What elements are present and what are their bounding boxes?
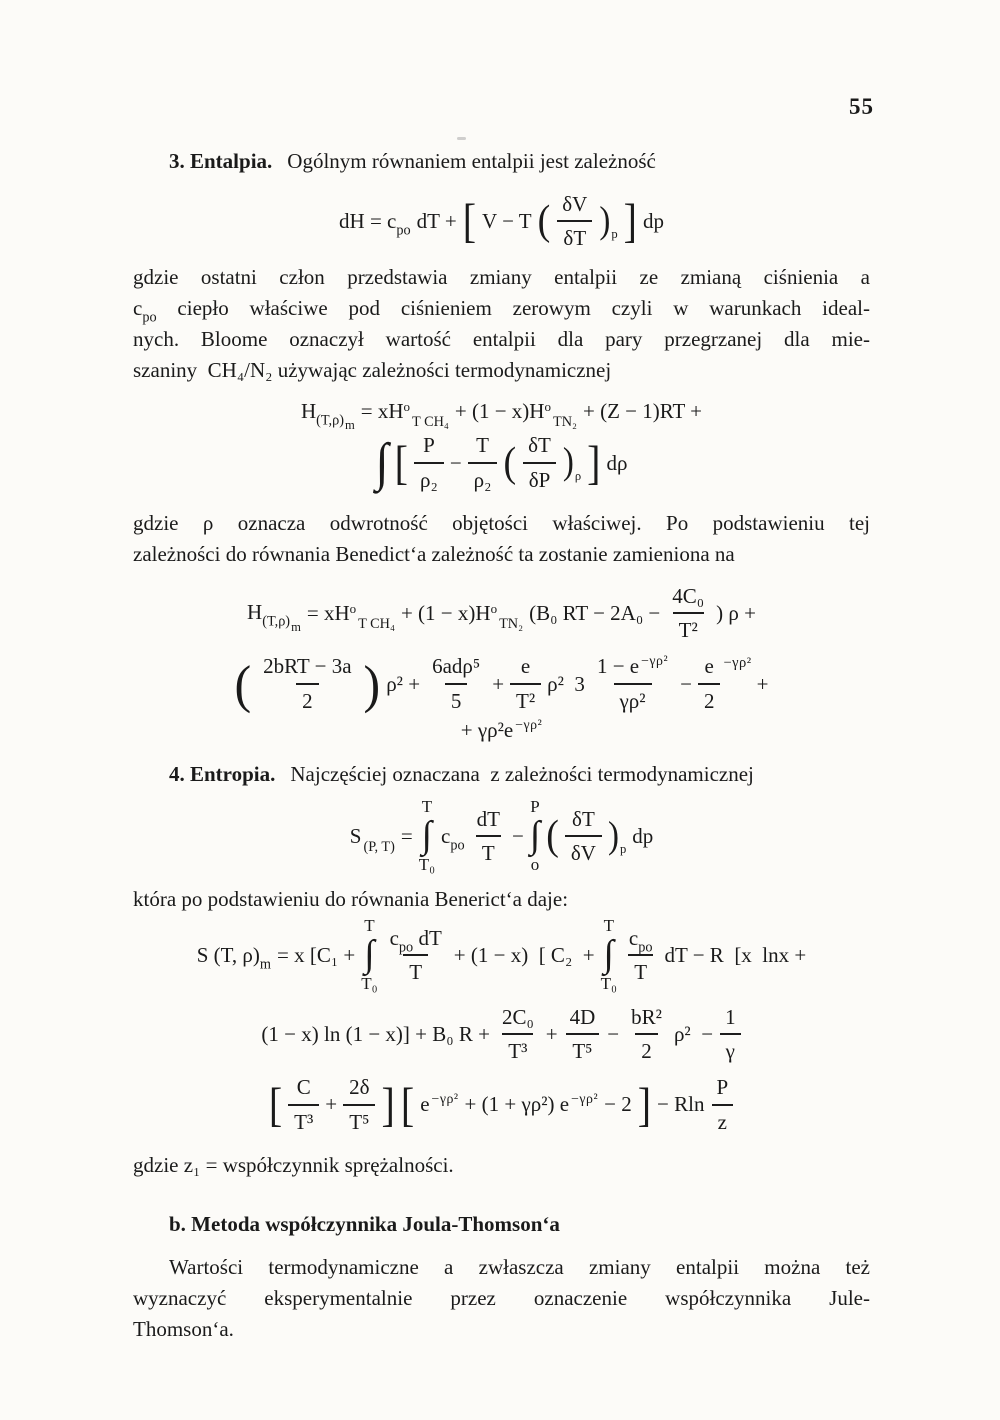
fraction-denominator: T³ bbox=[288, 1104, 319, 1136]
math-token: ) ρ + bbox=[716, 601, 756, 626]
paragraph-2 bbox=[133, 508, 870, 570]
text-line: która po podstawieniu do równania Benerict‘a daje: bbox=[133, 887, 569, 911]
math-text: e bbox=[420, 1092, 430, 1117]
math-token: + (Z − 1)RT + bbox=[582, 399, 703, 424]
subscript: ρ bbox=[574, 468, 582, 483]
minus-sign: − bbox=[511, 823, 524, 848]
fraction bbox=[565, 805, 602, 868]
fraction-numerator: P bbox=[423, 433, 435, 458]
math-token: dT + bbox=[416, 209, 457, 234]
math-token bbox=[339, 208, 411, 239]
fraction-numerator: bR² bbox=[631, 1004, 662, 1029]
fraction bbox=[510, 652, 541, 715]
scan-artifact bbox=[457, 137, 466, 140]
fraction bbox=[384, 924, 448, 987]
fraction-denominator: T⁵ bbox=[343, 1104, 375, 1136]
text-line: gdzie z₁ = współczynnik sprężalności. bbox=[133, 1152, 454, 1177]
subscript: p bbox=[619, 841, 627, 856]
math-token: − Rln bbox=[657, 1092, 705, 1117]
text-line: zależności do równania Benedict‘a zależność ta zostanie zamieniona na bbox=[133, 541, 735, 566]
integral bbox=[601, 917, 617, 993]
fraction-denominator: T² bbox=[510, 683, 541, 715]
math-token bbox=[562, 441, 582, 483]
fraction-denominator: ρ₂ bbox=[414, 462, 444, 494]
subscript: po bbox=[396, 222, 411, 239]
math-token bbox=[441, 823, 465, 854]
right-bracket: ] bbox=[637, 1076, 652, 1131]
math-text: + γρ²e bbox=[460, 717, 514, 742]
math-token bbox=[349, 823, 395, 855]
fraction-numerator bbox=[384, 924, 448, 954]
math-text: S bbox=[349, 823, 362, 848]
fraction bbox=[666, 582, 710, 645]
subscript: (T,ρ) bbox=[316, 411, 344, 428]
math-token: (1 − x) ln (1 − x)] + B₀ R + bbox=[261, 1021, 490, 1046]
minus-sign: − bbox=[449, 450, 462, 475]
math-token bbox=[306, 600, 395, 632]
fraction-numerator: C bbox=[296, 1075, 311, 1100]
superscript: o bbox=[349, 600, 357, 616]
fraction-numerator: e bbox=[704, 654, 714, 679]
fraction-numerator: P bbox=[716, 1075, 729, 1100]
text-run: ciepło właściwe pod ciśnieniem zerowym czyli w warunkach ideal- bbox=[156, 295, 870, 320]
fraction-numerator bbox=[591, 652, 674, 682]
math-token bbox=[420, 1091, 458, 1117]
section-4-heading bbox=[133, 759, 870, 790]
section-3-intro: Ogólnym równaniem entalpii jest zależność bbox=[287, 149, 656, 173]
fraction bbox=[414, 431, 444, 494]
fraction-denominator: ρ₂ bbox=[468, 462, 498, 494]
integral-sign: ∫ bbox=[421, 814, 433, 857]
math-text: c bbox=[441, 823, 451, 848]
math-token: + (1 − x) [ C₂ + bbox=[453, 942, 595, 967]
math-token bbox=[461, 717, 543, 743]
text-line: wyznaczyć eksperymentalnie przez oznaczenie współczynnika Jule- bbox=[133, 1285, 870, 1310]
section-3-heading bbox=[133, 146, 870, 177]
fraction bbox=[623, 924, 659, 987]
superscript: o bbox=[544, 399, 551, 415]
subscript: m bbox=[259, 956, 272, 973]
exponent: −γρ² bbox=[515, 716, 543, 732]
math-token bbox=[599, 199, 618, 242]
fraction-numerator: δT bbox=[528, 433, 551, 458]
subscript: (T,ρ) bbox=[262, 613, 291, 630]
fraction-numerator: 4D bbox=[569, 1004, 596, 1029]
integral-sign: ∫ bbox=[603, 932, 614, 975]
fraction bbox=[591, 652, 674, 715]
page-number: 55 bbox=[849, 94, 874, 119]
math-token: = x [C₁ + bbox=[277, 942, 356, 967]
integral-limit-lower: T₀ bbox=[600, 973, 617, 993]
fraction-numerator: 6adρ⁵ bbox=[432, 654, 481, 679]
left-bracket: [ bbox=[394, 435, 408, 490]
math-text: c bbox=[628, 925, 639, 950]
fraction-denominator: 2 bbox=[698, 683, 721, 715]
subscript: po bbox=[638, 939, 653, 956]
math-text: + (1 − x)H bbox=[400, 601, 491, 626]
math-text: S (T, ρ) bbox=[196, 942, 260, 967]
integral bbox=[530, 798, 540, 874]
paragraph-1 bbox=[133, 262, 870, 386]
math-text: + (1 − x)H bbox=[454, 399, 545, 424]
math-text: = xH bbox=[360, 399, 404, 424]
integral-limit-upper: T bbox=[421, 797, 433, 817]
fraction-numerator: 2C₀ bbox=[501, 1004, 534, 1029]
subscript: po bbox=[450, 837, 465, 854]
math-token: dp bbox=[632, 823, 654, 848]
fraction bbox=[471, 805, 506, 868]
section-4-label: 4. Entropia. bbox=[169, 762, 276, 787]
plus-sign: + bbox=[325, 1092, 338, 1117]
fraction-denominator: T⁵ bbox=[566, 1033, 598, 1065]
integral-limit-upper: T bbox=[364, 916, 375, 935]
paragraph-4 bbox=[133, 1150, 870, 1181]
fraction-numerator: dT bbox=[476, 806, 500, 831]
math-token bbox=[247, 599, 301, 635]
equation-enthalpy-mixture-line1 bbox=[133, 398, 870, 433]
math-token: ρ² − bbox=[673, 1021, 714, 1046]
integral-limit-upper: P bbox=[530, 797, 540, 817]
fraction bbox=[710, 1073, 734, 1136]
subscript: po bbox=[142, 308, 157, 325]
fraction bbox=[343, 1073, 375, 1136]
fraction-denominator: z bbox=[712, 1104, 733, 1136]
right-paren: ) bbox=[607, 814, 619, 857]
right-paren: ) bbox=[363, 654, 381, 714]
math-token: − 2 bbox=[604, 1092, 632, 1117]
fraction bbox=[698, 652, 721, 715]
math-token bbox=[400, 600, 524, 632]
minus-sign: − bbox=[607, 1021, 620, 1046]
math-token bbox=[300, 398, 355, 433]
equation-entropy-mixture-line2 bbox=[133, 1003, 870, 1066]
math-token bbox=[465, 1091, 599, 1117]
math-text: + (1 + γρ²) e bbox=[464, 1092, 570, 1117]
fraction-numerator: δT bbox=[572, 806, 595, 831]
math-text: 1 − e bbox=[596, 654, 640, 679]
equation-enthalpy-differential bbox=[133, 190, 870, 253]
integral-limit-upper: T bbox=[603, 916, 614, 935]
plus-sign: + bbox=[756, 671, 769, 696]
equation-benedict-line2 bbox=[133, 652, 870, 715]
fraction-numerator: 2bRT − 3a bbox=[263, 654, 352, 679]
page-content bbox=[133, 146, 870, 1345]
superscript: o bbox=[490, 600, 498, 616]
fraction-denominator: 5 bbox=[445, 683, 468, 715]
text-line: Thomson‘a. bbox=[133, 1316, 234, 1341]
math-token: dρ bbox=[606, 450, 628, 475]
subscript: (P, T) bbox=[363, 838, 395, 855]
paragraph-5 bbox=[133, 1252, 870, 1345]
fraction bbox=[719, 1003, 742, 1066]
math-token bbox=[607, 814, 627, 857]
subsection-b-label: b. Metoda współczynnika Joula-Thomson‘a bbox=[169, 1211, 560, 1236]
subsection-b-heading bbox=[133, 1209, 870, 1240]
math-text: = xH bbox=[306, 601, 350, 626]
fraction-numerator: 2δ bbox=[349, 1075, 370, 1100]
right-paren: ) bbox=[599, 199, 611, 242]
right-bracket: ] bbox=[587, 435, 601, 490]
integral bbox=[361, 917, 377, 993]
fraction bbox=[625, 1003, 668, 1066]
integral-sign: ∫ bbox=[529, 814, 541, 857]
fraction-denominator: T bbox=[476, 835, 501, 867]
math-text: c bbox=[389, 925, 399, 950]
math-token bbox=[360, 398, 449, 431]
equation-entropy-mixture-line3 bbox=[133, 1073, 870, 1136]
left-paren: ( bbox=[537, 198, 551, 245]
subscript: TN₂ bbox=[552, 414, 577, 431]
subscript: p bbox=[611, 227, 618, 242]
text-line: nych. Bloome oznaczył wartość entalpii dla pary przegrzanej dla mie- bbox=[133, 326, 870, 351]
math-token: dp bbox=[642, 209, 664, 234]
fraction-denominator: T² bbox=[673, 612, 704, 644]
subscript: po bbox=[398, 939, 414, 956]
fraction-denominator: 2 bbox=[635, 1033, 658, 1065]
math-text: H bbox=[300, 398, 317, 423]
fraction bbox=[257, 652, 357, 715]
subscript: TN₂ bbox=[499, 615, 524, 632]
right-bracket: ] bbox=[623, 193, 637, 248]
plus-sign: + bbox=[492, 671, 505, 696]
subscript: T CH₄ bbox=[358, 615, 395, 632]
fraction bbox=[496, 1003, 540, 1066]
left-paren: ( bbox=[546, 813, 559, 860]
integral bbox=[419, 798, 435, 874]
subscript: m bbox=[291, 620, 301, 635]
math-token bbox=[196, 942, 272, 973]
section-4-intro: Najczęściej oznaczana z zależności termodynamicznej bbox=[290, 762, 754, 787]
equation-benedict-line3 bbox=[133, 717, 870, 743]
math-text: dT bbox=[413, 925, 442, 950]
integral-limit-lower: T₀ bbox=[418, 855, 436, 875]
fraction bbox=[522, 431, 557, 494]
fraction-denominator: T bbox=[403, 954, 428, 986]
fraction-denominator: δT bbox=[557, 220, 592, 252]
fraction-numerator: 4C₀ bbox=[672, 583, 705, 608]
integral-limit-lower: T₀ bbox=[361, 973, 378, 993]
fraction bbox=[426, 652, 486, 715]
right-paren: ) bbox=[562, 441, 574, 483]
fraction-denominator: T³ bbox=[502, 1033, 533, 1065]
fraction-denominator: γρ² bbox=[614, 683, 652, 715]
integral-sign: ∫ bbox=[364, 932, 375, 975]
equation-enthalpy-mixture-line2 bbox=[133, 431, 870, 494]
math-token: ρ² 3 bbox=[547, 671, 585, 696]
fraction-denominator: δV bbox=[565, 835, 602, 867]
fraction-numerator: T bbox=[476, 433, 489, 458]
left-bracket: [ bbox=[400, 1076, 415, 1131]
math-token: V − T bbox=[482, 209, 532, 234]
fraction-denominator: γ bbox=[720, 1033, 741, 1065]
plus-sign: + bbox=[545, 1021, 558, 1046]
integral-sign: ∫ bbox=[375, 433, 389, 492]
fraction bbox=[556, 190, 593, 253]
exponent: −γρ² bbox=[571, 1091, 599, 1107]
equation-benedict-line1 bbox=[133, 582, 870, 645]
minus-sign: − bbox=[680, 671, 692, 696]
text-line: Wartości termodynamiczne a zwłaszcza zmiany entalpii można też bbox=[169, 1254, 870, 1279]
fraction bbox=[288, 1073, 319, 1136]
fraction-numerator bbox=[623, 924, 659, 954]
math-token: ρ² + bbox=[386, 671, 421, 696]
left-paren: ( bbox=[503, 439, 517, 486]
paragraph-3 bbox=[133, 884, 870, 915]
math-text: dH = c bbox=[339, 209, 397, 234]
left-bracket: [ bbox=[462, 193, 477, 248]
left-paren: ( bbox=[234, 654, 252, 714]
text-line: gdzie ρ oznacza odwrotność objętości właściwej. Po podstawieniu tej bbox=[133, 510, 870, 535]
right-bracket: ] bbox=[381, 1076, 395, 1131]
fraction-numerator: δV bbox=[562, 192, 588, 216]
exponent: −γρ² bbox=[723, 655, 752, 672]
text-line: szaniny CH₄/N₂ używając zależności termodynamicznej bbox=[133, 357, 612, 382]
subscript: m bbox=[344, 418, 355, 433]
math-token bbox=[454, 398, 577, 431]
fraction bbox=[468, 431, 498, 494]
fraction-denominator: 2 bbox=[296, 683, 319, 715]
exponent: −γρ² bbox=[641, 653, 669, 669]
equals-sign: = bbox=[400, 823, 413, 848]
fraction-denominator: T bbox=[628, 954, 653, 986]
text-line bbox=[133, 293, 870, 324]
superscript: o bbox=[403, 399, 411, 415]
fraction-numerator: 1 bbox=[725, 1004, 736, 1029]
fraction bbox=[564, 1003, 602, 1066]
subscript: T CH₄ bbox=[412, 414, 449, 431]
text-line: gdzie ostatni człon przedstawia zmiany entalpii ze zmianą ciśnienia a bbox=[133, 264, 870, 289]
equation-entropy-general bbox=[133, 798, 870, 874]
math-token: (B₀ RT − 2A₀ − bbox=[529, 601, 661, 626]
text-run: c bbox=[133, 295, 143, 320]
fraction-denominator: δP bbox=[523, 462, 557, 494]
fraction-numerator: e bbox=[520, 654, 531, 679]
exponent: −γρ² bbox=[431, 1091, 459, 1107]
integral-limit-lower: o bbox=[530, 855, 540, 875]
math-token: dT − R [x lnx + bbox=[664, 942, 807, 967]
section-3-label: 3. Entalpia. bbox=[169, 149, 273, 173]
left-bracket: [ bbox=[268, 1076, 283, 1131]
equation-entropy-mixture-line1 bbox=[133, 917, 870, 993]
math-text: H bbox=[247, 600, 263, 625]
